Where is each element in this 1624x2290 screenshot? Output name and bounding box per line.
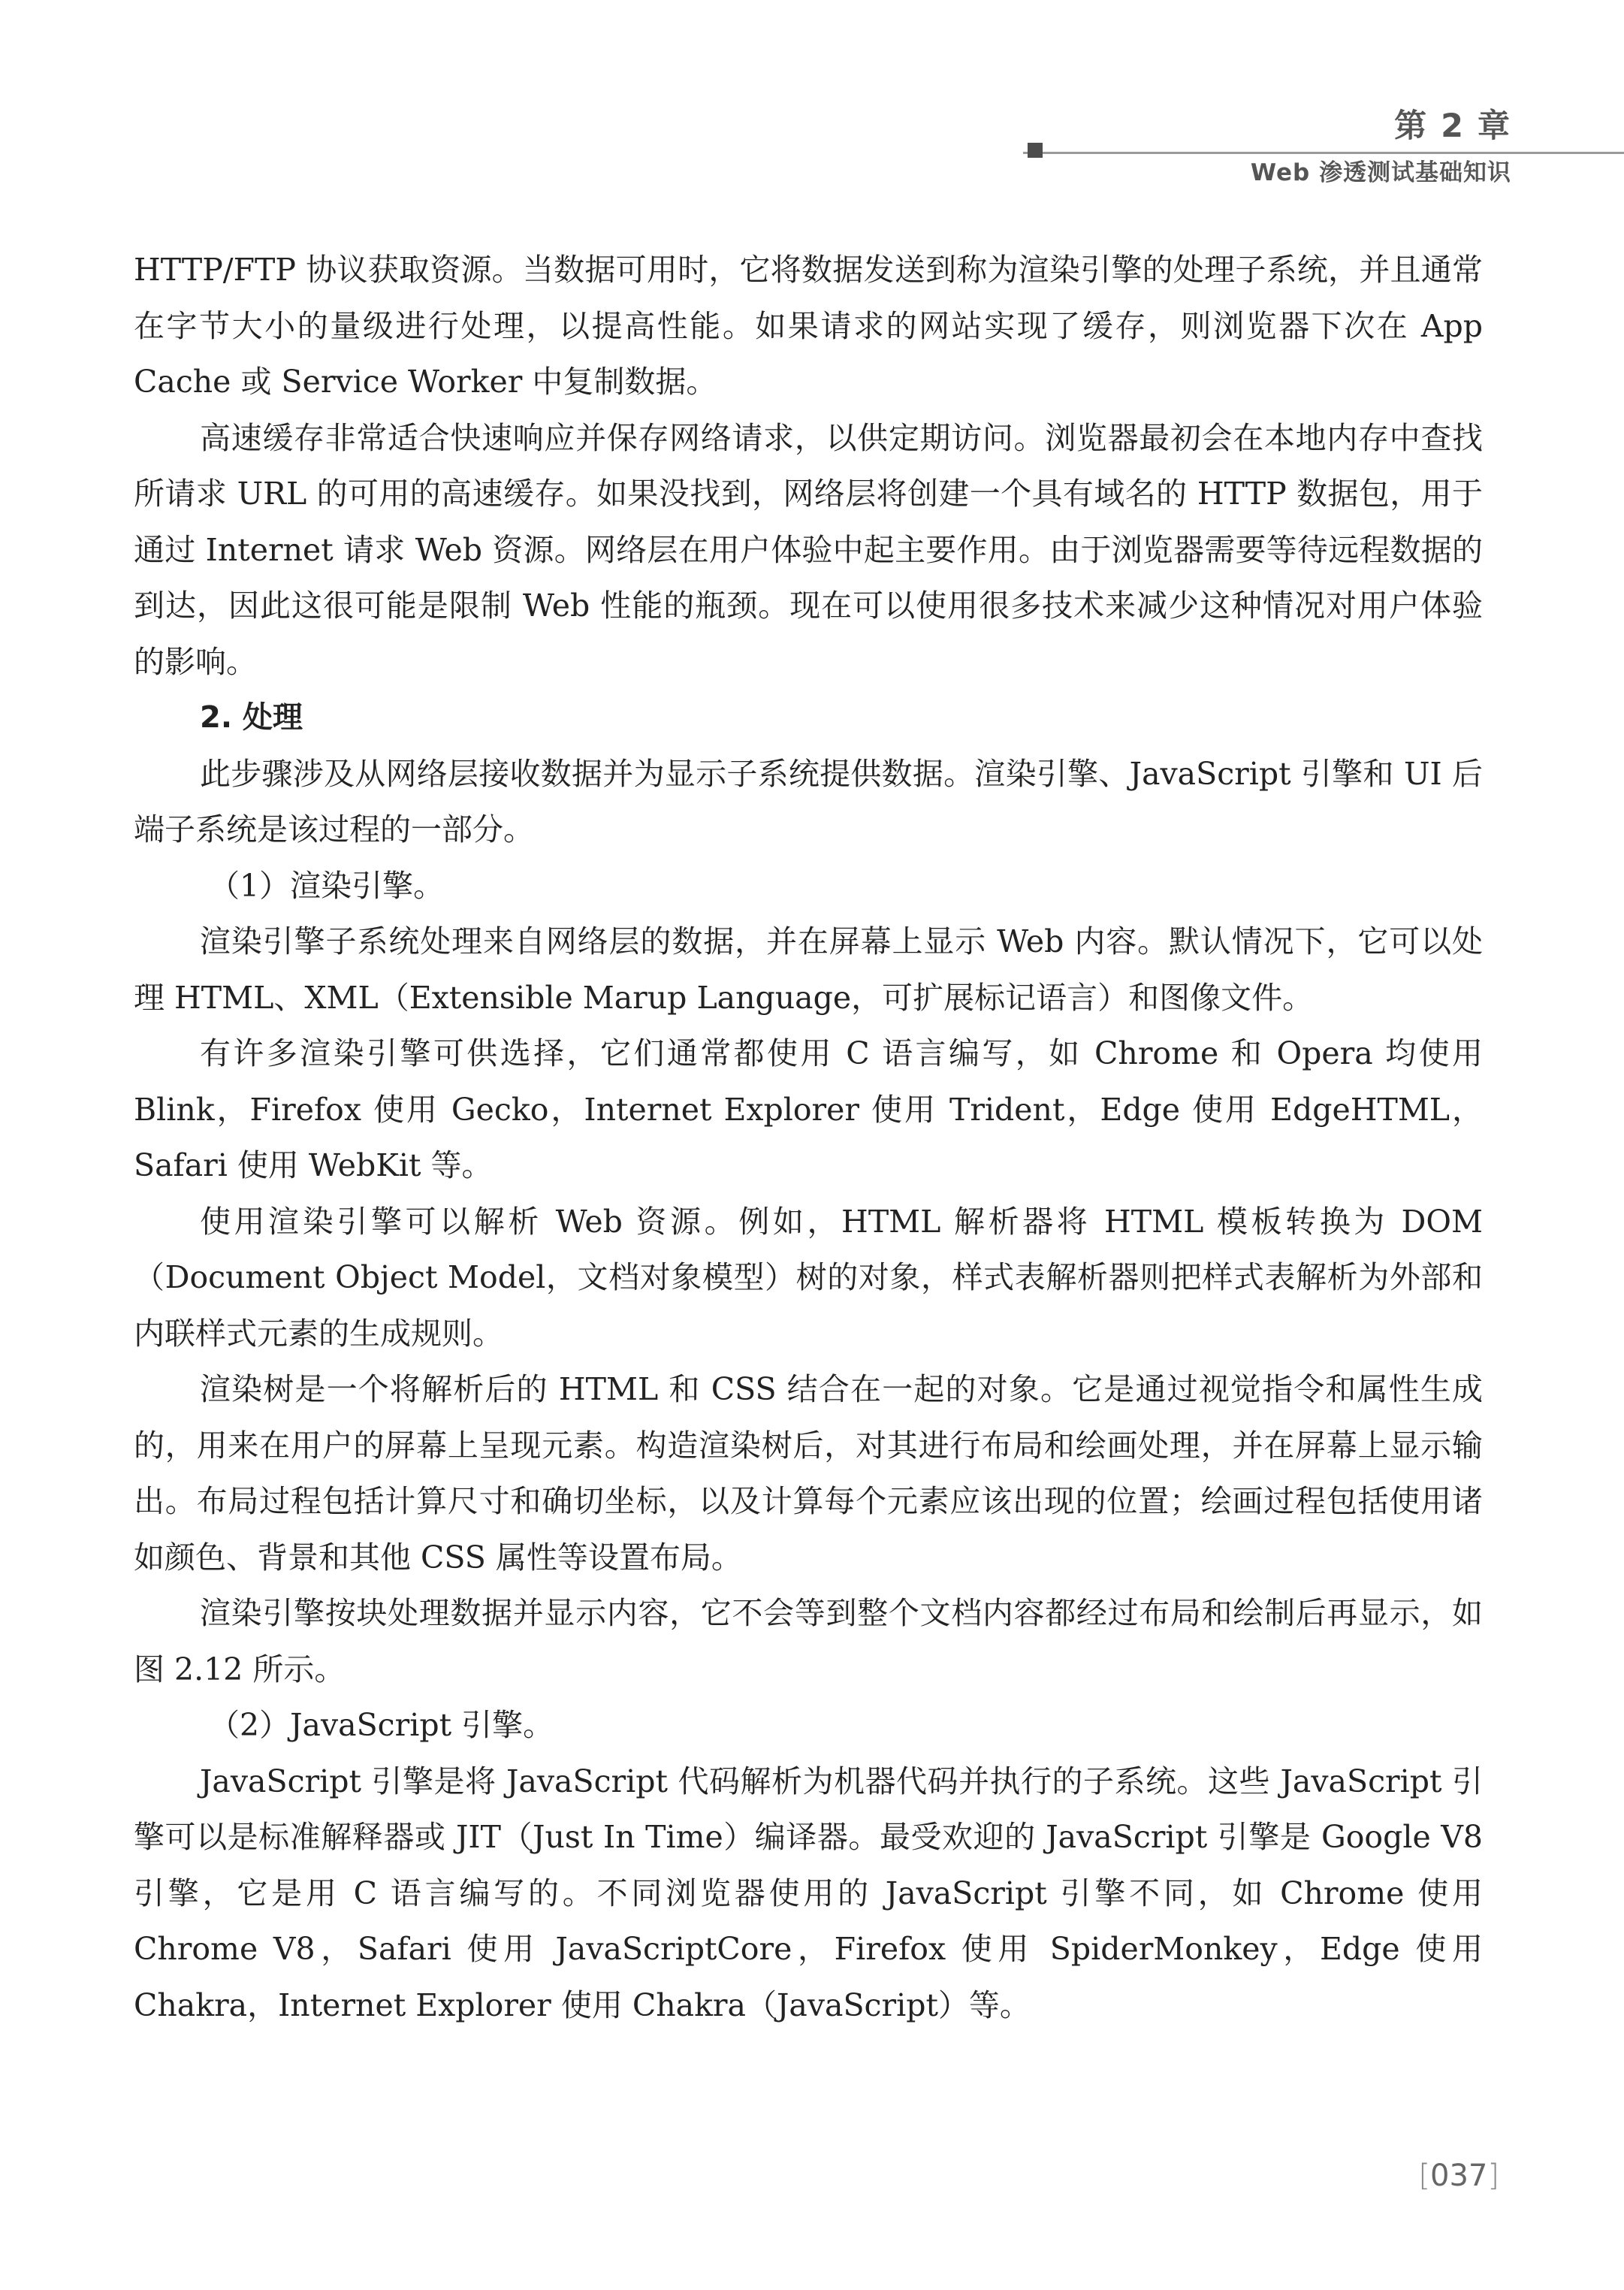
paragraph-rendering-subsystem: 渲染引擎子系统处理来自网络层的数据，并在屏幕上显示 Web 内容。默认情况下，它可以处理 HTML、XML（Extensible Marup Language，可扩展标记语言）和图像文件。 (134, 923, 1483, 1016)
header-square-marker (1028, 143, 1043, 158)
paragraph-render-tree: 渲染树是一个将解析后的 HTML 和 CSS 结合在一起的对象。它是通过视觉指令和属性生成的，用来在用户的屏幕上呈现元素。构造渲染树后，对其进行布局和绘画处理，并在屏幕上显示输出。布局过程包括计算尺寸和确切坐标，以及计算每个元素应该出现的位置；绘画过程包括使用诸如颜色、背景和其他 CSS 属性等设置布局。 (134, 1371, 1483, 1576)
running-header (0, 0, 1624, 195)
paragraph-rendering-engines-list: 有许多渲染引擎可供选择，它们通常都使用 C 语言编写，如 Chrome 和 Opera 均使用 Blink，Firefox 使用 Gecko，Internet Explorer 使用 Trident，Edge 使用 EdgeHTML，Safari 使用 WebKit 等。 (134, 1035, 1483, 1183)
paragraph-parsing: 使用渲染引擎可以解析 Web 资源。例如，HTML 解析器将 HTML 模板转换为 DOM（Document Object Model，文档对象模型）树的对象，样式表解析器则把样式表解析为外部和内联样式元素的生成规则。 (134, 1203, 1483, 1352)
page-number-bracket-right: ] (1487, 2159, 1499, 2193)
page-number-value: 037 (1430, 2159, 1488, 2193)
page-number-bracket-left: [ (1418, 2159, 1431, 2193)
subheading-rendering-engine: （1）渲染引擎。 (209, 867, 445, 904)
chapter-label: 第 2 章 (1394, 107, 1511, 145)
header-rule (1023, 152, 1624, 154)
section-heading-processing: 2. 处理 (200, 700, 303, 735)
chapter-subtitle: Web 渗透测试基础知识 (1250, 159, 1511, 186)
paragraph-chunked-rendering: 渲染引擎按块处理数据并显示内容，它不会等到整个文档内容都经过布局和绘制后再显示，如图 2.12 所示。 (134, 1595, 1483, 1687)
paragraph-processing-intro: 此步骤涉及从网络层接收数据并为显示子系统提供数据。渲染引擎、JavaScript 引擎和 UI 后端子系统是该过程的一部分。 (134, 755, 1483, 847)
subheading-javascript-engine: （2）JavaScript 引擎。 (209, 1707, 554, 1743)
paragraph-cache: 高速缓存非常适合快速响应并保存网络请求，以供定期访问。浏览器最初会在本地内存中查找所请求 URL 的可用的高速缓存。如果没找到，网络层将创建一个具有域名的 HTTP 数据包，用于通过 Internet 请求 Web 资源。网络层在用户体验中起主要作用。由于浏览器需要等待远程数据的到达，因此这很可能是限制 Web 性能的瓶颈。现在可以使用很多技术来减少这种情况对用户体验的影响。 (134, 419, 1483, 680)
page-body (134, 242, 1483, 2033)
paragraph-continued: HTTP/FTP 协议获取资源。当数据可用时，它将数据发送到称为渲染引擎的处理子系统，并且通常在字节大小的量级进行处理，以提高性能。如果请求的网站实现了缓存，则浏览器下次在 App Cache 或 Service Worker 中复制数据。 (134, 252, 1483, 400)
paragraph-javascript-engine: JavaScript 引擎是将 JavaScript 代码解析为机器代码并执行的子系统。这些 JavaScript 引擎可以是标准解释器或 JIT（Just In Time）编译器。最受欢迎的 JavaScript 引擎是 Google V8 引擎，它是用 C 语言编写的。不同浏览器使用的 JavaScript 引擎不同，如 Chrome 使用 Chrome V8，Safari 使用 JavaScriptCore，Firefox 使用 SpiderMonkey，Edge 使用 Chakra，Internet Explorer 使用 Chakra（JavaScript）等。 (134, 1763, 1483, 2023)
page-number (1414, 2153, 1504, 2198)
